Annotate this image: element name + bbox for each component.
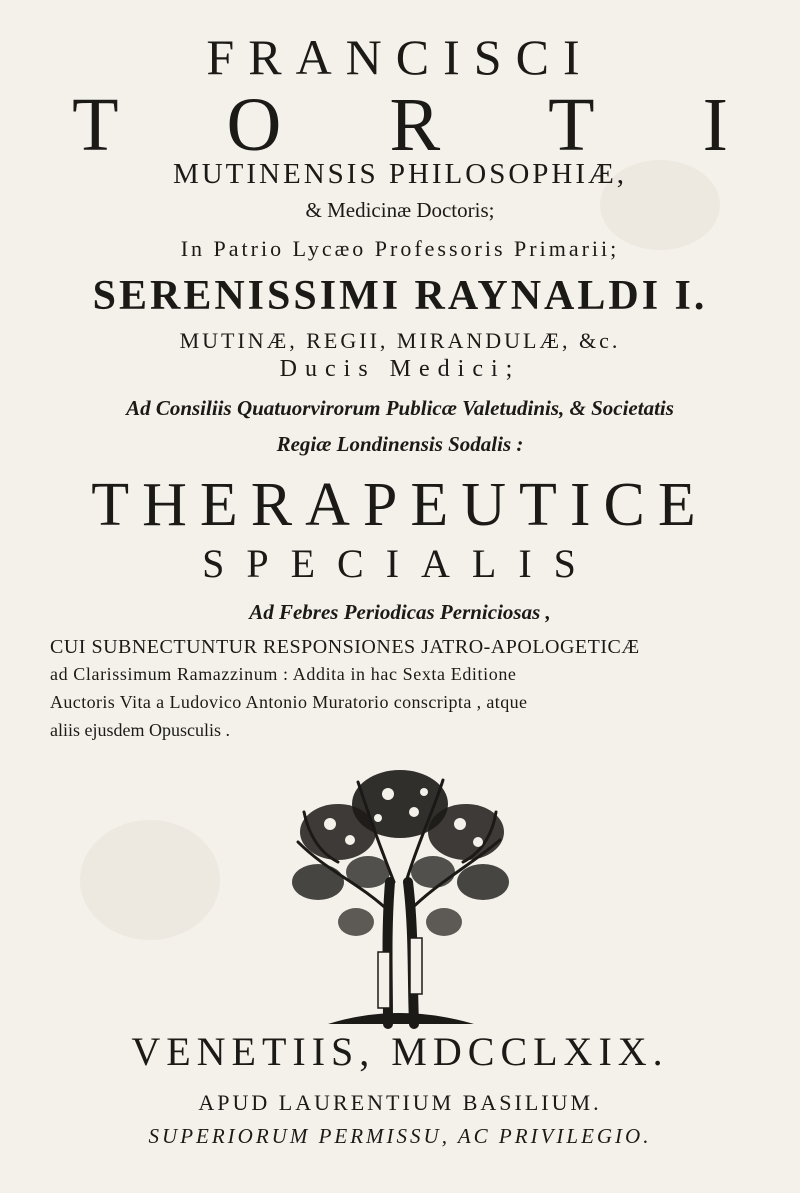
description-line: aliis ejusdem Opusculis . — [50, 720, 230, 740]
description-line: CUI SUBNECTUNTUR RESPONSIONES JATRO-APOLOGETICÆ — [50, 636, 640, 658]
author-degree: & Medicinæ Doctoris; — [305, 198, 495, 222]
council-line: Ad Consiliis Quatuorvirorum Publicæ Valetudinis, & Societatis — [126, 396, 674, 420]
description-line: ad Clarissimum Ramazzinum : Addita in hac Sexta Editione — [50, 664, 517, 684]
patron-name: SERENISSIMI RAYNALDI I. — [92, 273, 708, 319]
author-position: In Patrio Lycæo Professoris Primarii; — [180, 236, 620, 261]
main-title: THERAPEUTICE — [91, 471, 709, 539]
patron-office: Ducis Medici; — [279, 356, 521, 382]
main-subtitle: SPECIALIS — [202, 541, 598, 586]
author-last-name — [0, 82, 800, 169]
tree-emblem-icon — [238, 762, 562, 1032]
paper-stain — [80, 820, 220, 940]
description-line: Auctoris Vita a Ludovico Antonio Muratorio conscripta , atque — [50, 692, 528, 712]
author-origin: MUTINENSIS PHILOSOPHIÆ, — [172, 158, 628, 190]
place-and-date: VENETIIS, MDCCLXIX. — [131, 1029, 669, 1074]
license-line: SUPERIORUM PERMISSU, AC PRIVILEGIO. — [148, 1124, 652, 1148]
publisher: APUD LAURENTIUM BASILIUM. — [198, 1090, 602, 1115]
author-letter: I — [702, 83, 728, 167]
society-line: Regiæ Londinensis Sodalis : — [276, 432, 524, 456]
author-letter: R — [389, 83, 441, 167]
author-letter: T — [548, 83, 595, 167]
author-letter: O — [226, 83, 282, 167]
author-letter: T — [72, 83, 119, 167]
author-first-name: FRANCISCI — [206, 29, 594, 85]
patron-titles: MUTINÆ, REGII, MIRANDULÆ, &c. — [179, 328, 621, 353]
subject-line: Ad Febres Periodicas Perniciosas , — [249, 600, 551, 624]
